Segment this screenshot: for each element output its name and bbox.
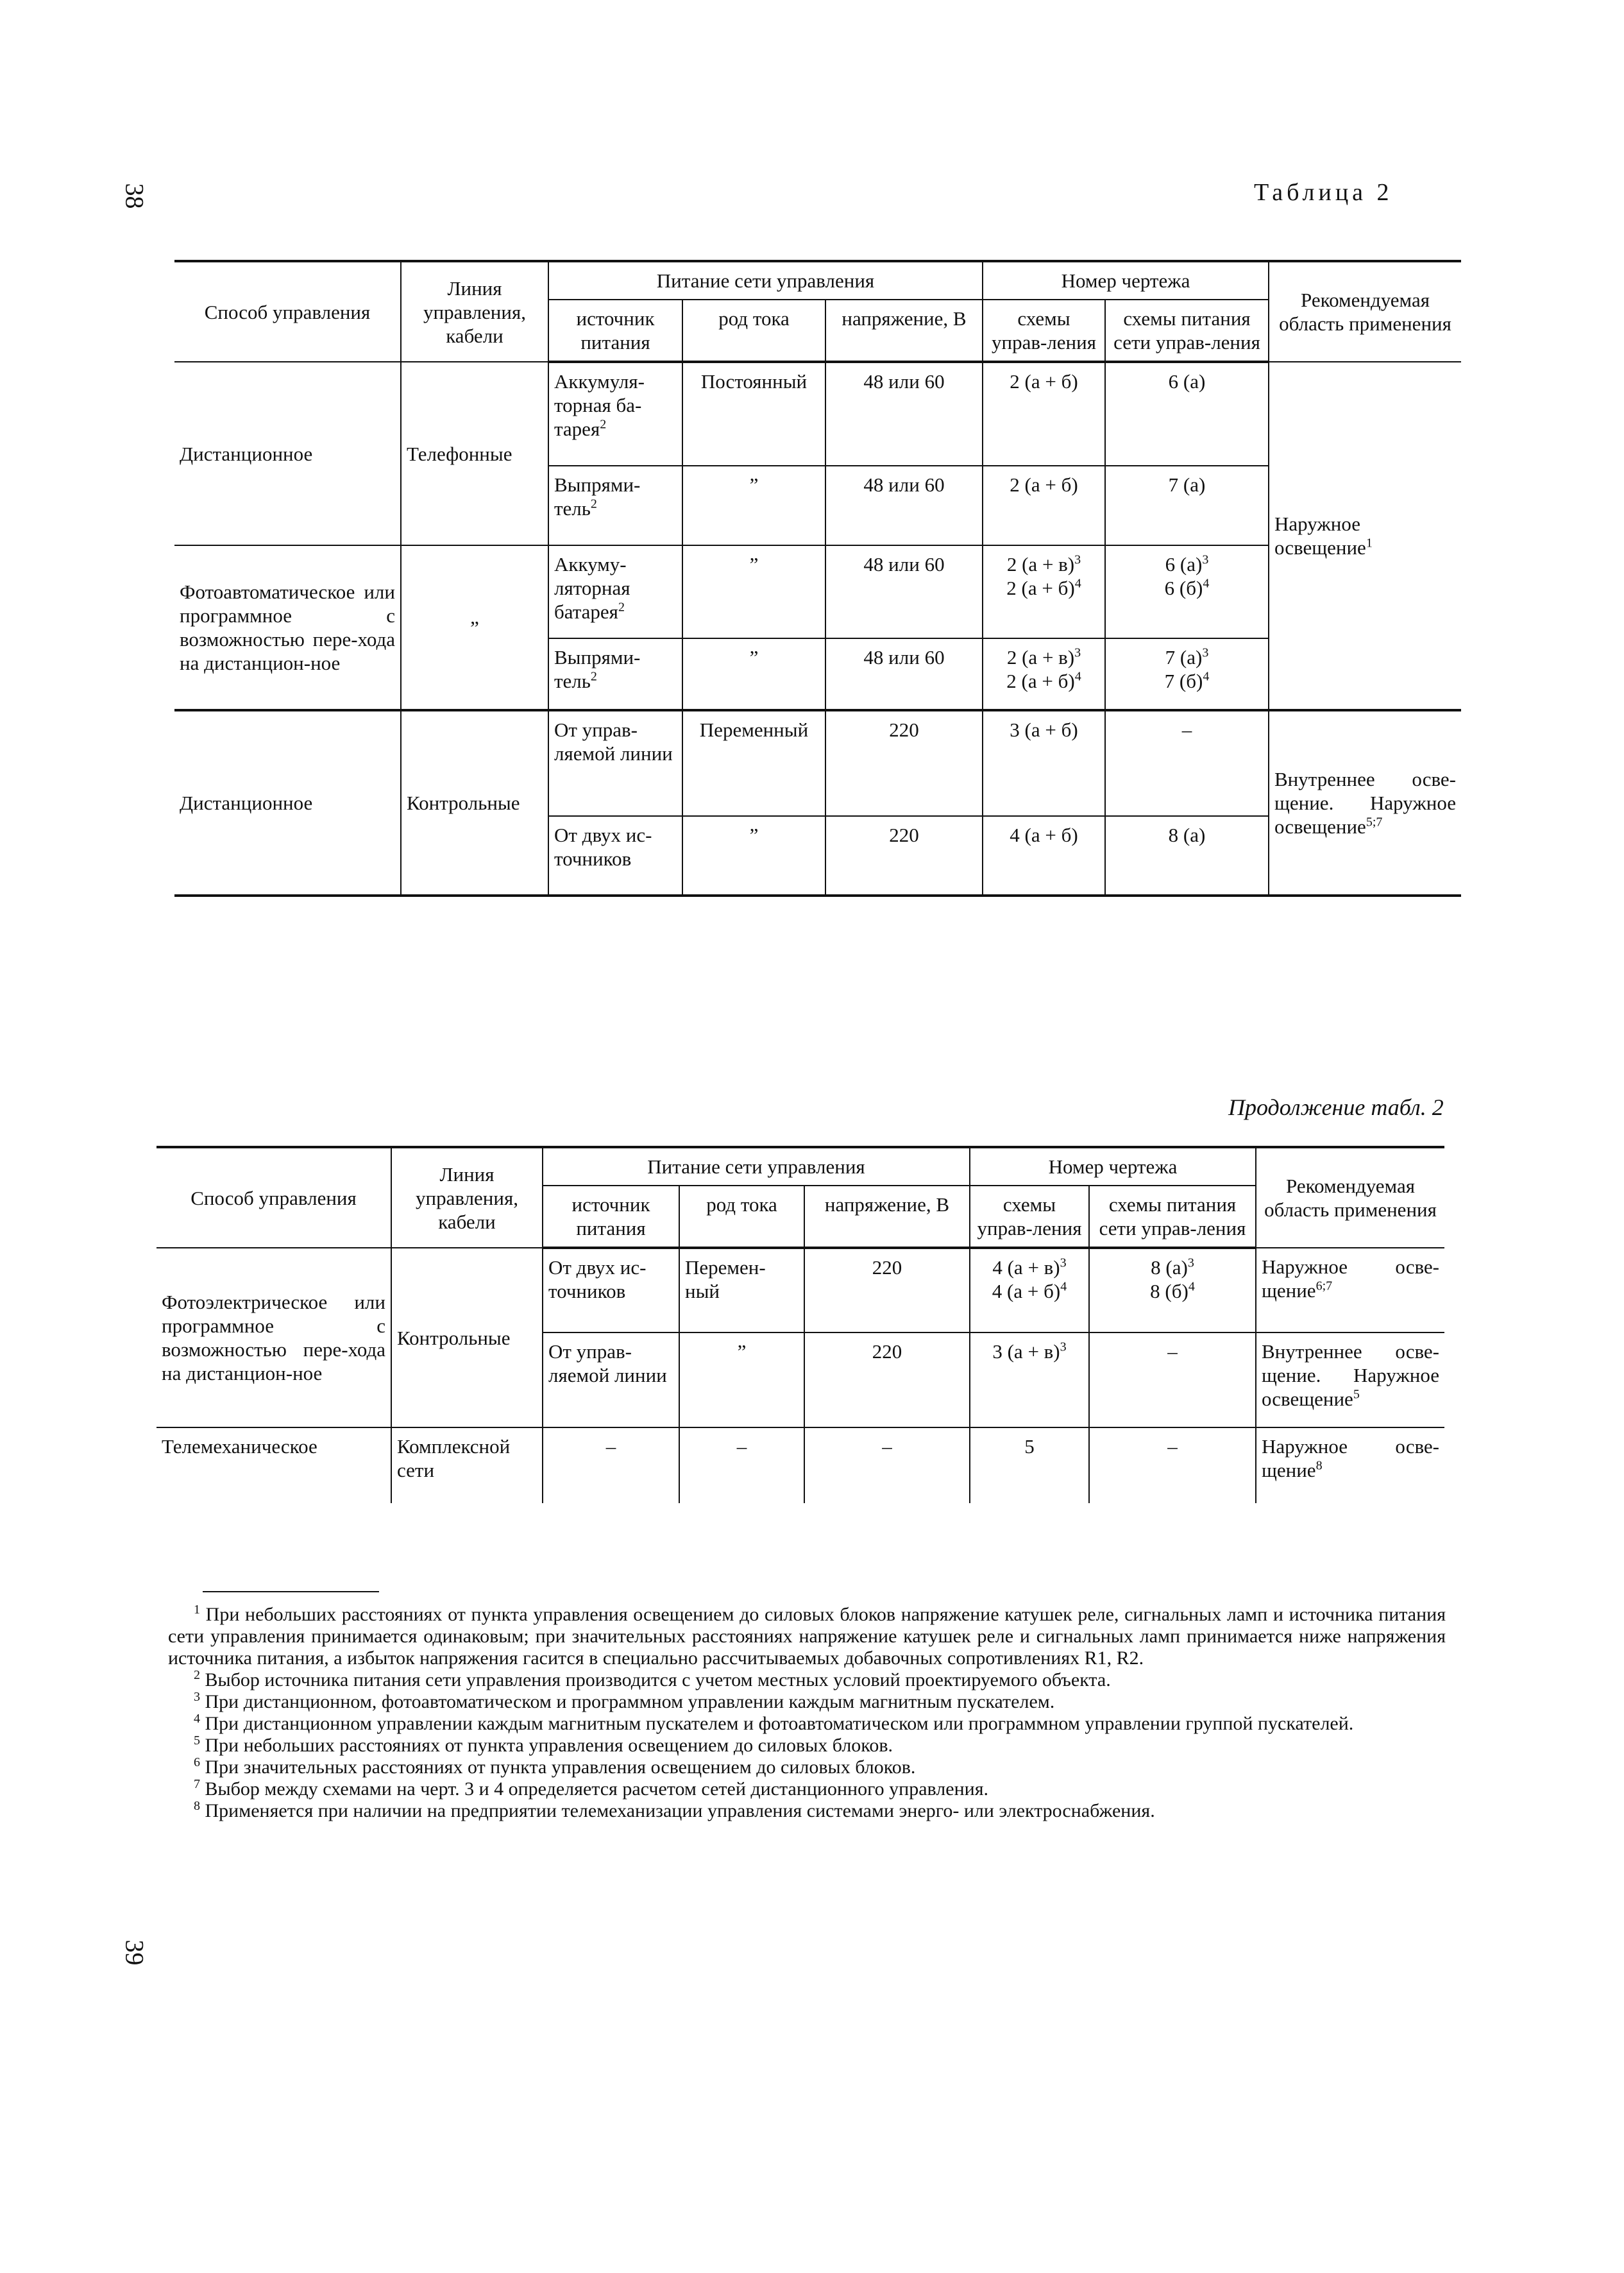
table-row	[174, 710, 1461, 816]
current-cell: ”	[682, 545, 825, 638]
header-current: род тока	[679, 1186, 804, 1248]
method-cell: Телемеханическое	[156, 1427, 391, 1503]
header-method: Способ управления	[156, 1147, 391, 1248]
header-line: Линия управления, кабели	[391, 1147, 543, 1248]
header-drawing-group: Номер чертежа	[970, 1147, 1256, 1186]
line-cell: Контрольные	[401, 710, 548, 896]
table-2	[156, 1146, 1444, 1503]
scheme-power-cell: –	[1089, 1427, 1256, 1503]
current-cell: ”	[679, 1332, 804, 1427]
scheme-ctrl-cell: 2 $(а + в)^3$ 2 $(а + б)^4$	[983, 545, 1105, 638]
scheme-power-cell: 7 (а)	[1105, 466, 1269, 545]
footnote-2: $^2$ Выбор источника питания сети управления производится с учетом местных условий проектируемого объекта.	[194, 1668, 1111, 1690]
source-cell: От двух ис-точников	[543, 1248, 679, 1332]
header-source: источник питания	[548, 300, 682, 362]
scheme-ctrl-cell: 2 $(а + в)^3$ 2 $(а + б)^4$	[983, 638, 1105, 710]
scheme-power-cell: –	[1105, 710, 1269, 816]
area-cell: Внутреннее осве-щение. Наружное освещение$^{5;7}$	[1269, 710, 1461, 896]
current-cell: Постоянный	[682, 362, 825, 466]
scheme-power-cell: 6 (а)	[1105, 362, 1269, 466]
scheme-ctrl-cell: 4 $(а + в)^3$ 4 $(а + б)^4$	[970, 1248, 1089, 1332]
footnote-4: $^4$ При дистанционном управлении каждым магнитным пускателем и фотоавтоматическом или программном управлении группой пускателей.	[194, 1712, 1354, 1734]
scheme-ctrl-cell: 2 (а + б)	[983, 362, 1105, 466]
current-cell: ”	[682, 816, 825, 896]
top-page-number: 38	[120, 183, 149, 209]
header-scheme-ctrl: схемы управ-ления	[970, 1186, 1089, 1248]
header-area: Рекомендуемая область применения	[1256, 1147, 1444, 1248]
scheme-power-cell: –	[1089, 1332, 1256, 1427]
header-scheme-power: схемы питания сети управ-ления	[1105, 300, 1269, 362]
header-scheme-power: схемы питания сети управ-ления	[1089, 1186, 1256, 1248]
footnote-divider	[203, 1591, 379, 1592]
footnote-7: $^7$ Выбор между схемами на черт. 3 и 4 определяется расчетом сетей дистанционного управления.	[194, 1777, 988, 1800]
voltage-cell: 220	[825, 710, 983, 816]
header-line: Линия управления, кабели	[401, 261, 548, 362]
header-drawing-group: Номер чертежа	[983, 261, 1269, 300]
method-cell: Фотоэлектрическое или программное с возможностью пере-хода на дистанцион-ное	[156, 1248, 391, 1427]
current-cell: ”	[682, 638, 825, 710]
voltage-cell: 220	[804, 1332, 970, 1427]
current-cell: –	[679, 1427, 804, 1503]
table-row	[156, 1248, 1444, 1332]
bottom-page-number: 39	[120, 1939, 149, 1966]
header-source: источник питания	[543, 1186, 679, 1248]
voltage-cell: 48 или 60	[825, 362, 983, 466]
area-cell: Наружное осве-щение$^8$	[1256, 1427, 1444, 1503]
scheme-power-cell: 6 $(а)^3$ 6 $(б)^4$	[1105, 545, 1269, 638]
scheme-ctrl-cell: 3 (а + б)	[983, 710, 1105, 816]
line-cell: ”	[401, 545, 548, 710]
header-power-group: Питание сети управления	[548, 261, 983, 300]
source-cell: Выпрями-тель$^2$	[548, 638, 682, 710]
area-cell: Наружное осве-щение$^{6;7}$	[1256, 1248, 1444, 1332]
source-cell: От управ-ляемой линии	[543, 1332, 679, 1427]
method-cell: Дистанционное	[174, 362, 401, 545]
voltage-cell: 220	[825, 816, 983, 896]
table-row	[174, 545, 1461, 638]
header-voltage: напряжение, В	[825, 300, 983, 362]
scheme-ctrl-cell: 2 (а + б)	[983, 466, 1105, 545]
current-cell: Перемен-ный	[679, 1248, 804, 1332]
header-voltage: напряжение, В	[804, 1186, 970, 1248]
continuation-caption: Продолжение табл. 2	[1228, 1094, 1444, 1120]
current-cell: ”	[682, 466, 825, 545]
scheme-ctrl-cell: 3 $(а + в)^3$	[970, 1332, 1089, 1427]
source-cell: Аккуму-ляторная батарея$^2$	[548, 545, 682, 638]
header-area: Рекомендуемая область применения	[1269, 261, 1461, 362]
scheme-power-cell: 7 $(а)^3$ 7 $(б)^4$	[1105, 638, 1269, 710]
header-method: Способ управления	[174, 261, 401, 362]
source-cell: Выпрями-тель$^2$	[548, 466, 682, 545]
line-cell: Комплексной сети	[391, 1427, 543, 1503]
area-cell: Внутреннее осве-щение. Наружное освещение$^5$	[1256, 1332, 1444, 1427]
source-cell: –	[543, 1427, 679, 1503]
method-cell: Фотоавтоматическое или программное с возможностью пере-хода на дистанцион-ное	[174, 545, 401, 710]
header-scheme-ctrl: схемы управ-ления	[983, 300, 1105, 362]
footnote-6: $^6$ При значительных расстояниях от пункта управления освещением до силовых блоков.	[194, 1755, 916, 1778]
scheme-ctrl-cell: 4 (а + б)	[983, 816, 1105, 896]
voltage-cell: 48 или 60	[825, 466, 983, 545]
table-row	[156, 1427, 1444, 1503]
footnote-3: $^3$ При дистанционном, фотоавтоматическом и программном управлении каждым магнитным пускателем.	[194, 1690, 1055, 1712]
line-cell: Контрольные	[391, 1248, 543, 1427]
source-cell: От двух ис-точников	[548, 816, 682, 896]
table-1	[174, 260, 1461, 897]
table-caption: Таблица 2	[1254, 179, 1393, 206]
scheme-power-cell: 8 (а)	[1105, 816, 1269, 896]
source-cell: Аккумуля-торная ба-тарея$^2$	[548, 362, 682, 466]
footnote-8: $^8$ Применяется при наличии на предприятии телемеханизации управления системами энерго- или электроснабжения.	[194, 1799, 1155, 1821]
source-cell: От управ-ляемой линии	[548, 710, 682, 816]
footnote-1: $^1$ При небольших расстояниях от пункта управления освещением до силовых блоков напряжение катушек реле, сигнальных ламп и источника питания сети управления принимается одинаковым; при значительных расстояниях напряжение катушек реле и сигнальных ламп принимается ниже напряжения источника питания, а избыток напряжения гасится в специально рассчитываемых добавочных сопротивлениях R1, R2.	[168, 1603, 1446, 1669]
line-cell: Телефонные	[401, 362, 548, 545]
current-cell: Переменный	[682, 710, 825, 816]
header-current: род тока	[682, 300, 825, 362]
method-cell: Дистанционное	[174, 710, 401, 896]
voltage-cell: 48 или 60	[825, 545, 983, 638]
footnote-5: $^5$ При небольших расстояниях от пункта управления освещением до силовых блоков.	[194, 1733, 893, 1756]
scheme-ctrl-cell: 5	[970, 1427, 1089, 1503]
area-cell: Наружное освещение$^1$	[1269, 362, 1461, 710]
footnotes	[168, 1604, 1446, 1822]
table-row	[174, 362, 1461, 466]
voltage-cell: 220	[804, 1248, 970, 1332]
voltage-cell: –	[804, 1427, 970, 1503]
header-power-group: Питание сети управления	[543, 1147, 970, 1186]
scheme-power-cell: 8 $(а)^3$ 8 $(б)^4$	[1089, 1248, 1256, 1332]
voltage-cell: 48 или 60	[825, 638, 983, 710]
